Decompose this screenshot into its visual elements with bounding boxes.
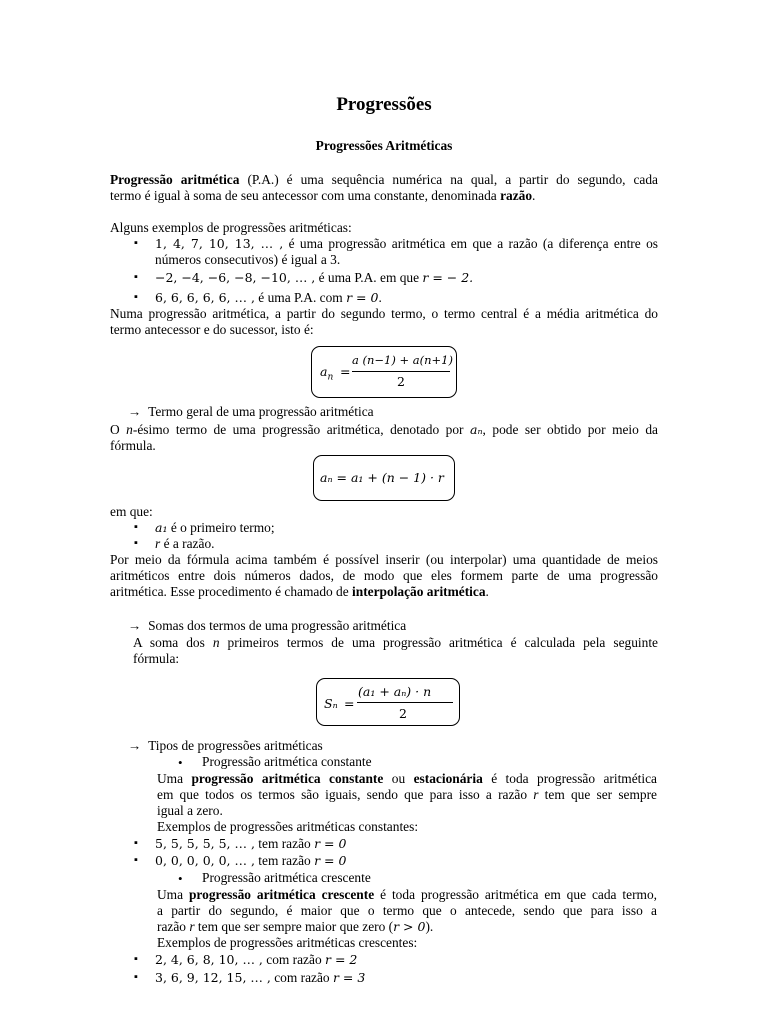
type-constant-line-2: em que todos os termos são iguais, sendo que para isso a razão r tem que ser sempre xyxy=(157,787,657,802)
type-constant-examples: Exemplos de progressões aritméticas constantes: xyxy=(157,819,419,834)
definition-r: r é a razão. xyxy=(155,536,215,551)
sum-line-2: fórmula: xyxy=(133,651,180,666)
heading-general-term: → Termo geral de uma progressão aritmética xyxy=(128,404,374,419)
fraction-bar xyxy=(352,371,450,372)
type-increasing-label: Progressão aritmética crescente xyxy=(202,870,371,885)
type-constant-label: Progressão aritmética constante xyxy=(202,754,372,769)
arrow-right-icon: → xyxy=(128,738,142,753)
type-increasing-examples: Exemplos de progressões aritméticas crescentes: xyxy=(157,935,418,950)
formula-box-general-term xyxy=(313,455,455,501)
bullet-icon: ▪ xyxy=(134,971,138,983)
example-1: 1, 4, 7, 10, 13, … , é uma progressão aritmética em que a razão (a diferença entre os xyxy=(155,236,658,251)
example-1-cont: números consecutivos) é igual a 3. xyxy=(155,252,341,267)
formula-equals: = xyxy=(340,364,351,379)
increasing-example-2: 3, 6, 9, 12, 15, … , com razão r = 3 xyxy=(155,970,366,985)
arrow-right-icon: → xyxy=(128,618,142,633)
example-2: −2, −4, −6, −8, −10, … , é uma P.A. em que r = − 2. xyxy=(155,270,474,285)
general-term-line-1: O n-ésimo termo de uma progressão aritmética, denotado por aₙ, pode ser obtido por meio da xyxy=(110,422,658,437)
type-constant-line-1: Uma progressão aritmética constante ou estacionária é toda progressão aritmética xyxy=(157,771,657,786)
example-3: 6, 6, 6, 6, 6, … , é uma P.A. com r = 0. xyxy=(155,290,382,305)
examples-intro: Alguns exemplos de progressões aritméticas: xyxy=(110,220,352,235)
bullet-icon: ▪ xyxy=(134,271,138,283)
formula-box-sum xyxy=(316,678,460,726)
formula-lhs: Sₙ xyxy=(324,696,338,711)
em-que-label: em que: xyxy=(110,504,153,519)
bullet-icon: ▪ xyxy=(134,291,138,303)
general-term-line-2: fórmula. xyxy=(110,438,156,453)
fraction-bar xyxy=(357,702,453,703)
heading-sums: → Somas dos termos de uma progressão aritmética xyxy=(128,618,407,633)
formula-box-average xyxy=(311,346,457,398)
formula-numerator: a (n−1) + a(n+1) xyxy=(352,353,453,367)
intro-line-2: termo é igual à soma de seu antecessor com uma constante, denominada razão. xyxy=(110,188,536,203)
bullet-icon: ▪ xyxy=(134,953,138,965)
formula-equals: = xyxy=(344,696,355,711)
type-increasing-line-3: razão r tem que ser sempre maior que zero (r > 0). xyxy=(157,919,434,934)
formula-denominator: 2 xyxy=(397,374,405,389)
arrow-right-icon: → xyxy=(128,404,142,419)
type-increasing-line-2: a partir do segundo, é maior que o termo que o antecede, sendo que para isso a xyxy=(157,903,657,918)
middle-term-line-1: Numa progressão aritmética, a partir do segundo termo, o termo central é a média aritmética do xyxy=(110,306,658,321)
heading-types: → Tipos de progressões aritméticas xyxy=(128,738,323,753)
interpolation-line-2: aritméticos entre dois números dados, de modo que eles formem parte de uma progressão xyxy=(110,568,658,583)
interpolation-line-1: Por meio da fórmula acima também é possível inserir (ou interpolar) uma quantidade de meios xyxy=(110,552,658,567)
bullet-icon: ▪ xyxy=(134,521,138,533)
bullet-icon: ▪ xyxy=(134,854,138,866)
constant-example-2: 0, 0, 0, 0, 0, … , tem razão r = 0 xyxy=(155,853,347,868)
sum-line-1: A soma dos n primeiros termos de uma progressão aritmética é calculada pela seguinte xyxy=(133,635,658,650)
bullet-dot-icon: • xyxy=(178,871,183,886)
bullet-icon: ▪ xyxy=(134,837,138,849)
type-increasing-line-1: Uma progressão aritmética crescente é toda progressão aritmética em que cada termo, xyxy=(157,887,657,902)
formula-general-term: aₙ = a₁ + (n − 1) · r xyxy=(320,470,444,485)
formula-denominator: 2 xyxy=(399,706,407,721)
bullet-icon: ▪ xyxy=(134,237,138,249)
section-subtitle: Progressões Aritméticas xyxy=(315,138,453,153)
page-title: Progressões xyxy=(336,94,432,115)
formula-lhs: $a_n$ xyxy=(320,364,334,383)
bullet-dot-icon: • xyxy=(178,755,183,770)
bullet-icon: ▪ xyxy=(134,537,138,549)
interpolation-line-3: aritmética. Esse procedimento é chamado de interpolação aritmética. xyxy=(110,584,489,599)
formula-numerator: (a₁ + aₙ) · n xyxy=(358,684,432,699)
type-constant-line-3: igual a zero. xyxy=(157,803,223,818)
increasing-example-1: 2, 4, 6, 8, 10, … , com razão r = 2 xyxy=(155,952,358,967)
constant-example-1: 5, 5, 5, 5, 5, … , tem razão r = 0 xyxy=(155,836,347,851)
intro-line-1: Progressão aritmética (P.A.) é uma sequência numérica na qual, a partir do segundo, cada xyxy=(110,172,658,187)
definition-a1: a₁ é o primeiro termo; xyxy=(155,520,275,535)
middle-term-line-2: termo antecessor e do sucessor, isto é: xyxy=(110,322,314,337)
